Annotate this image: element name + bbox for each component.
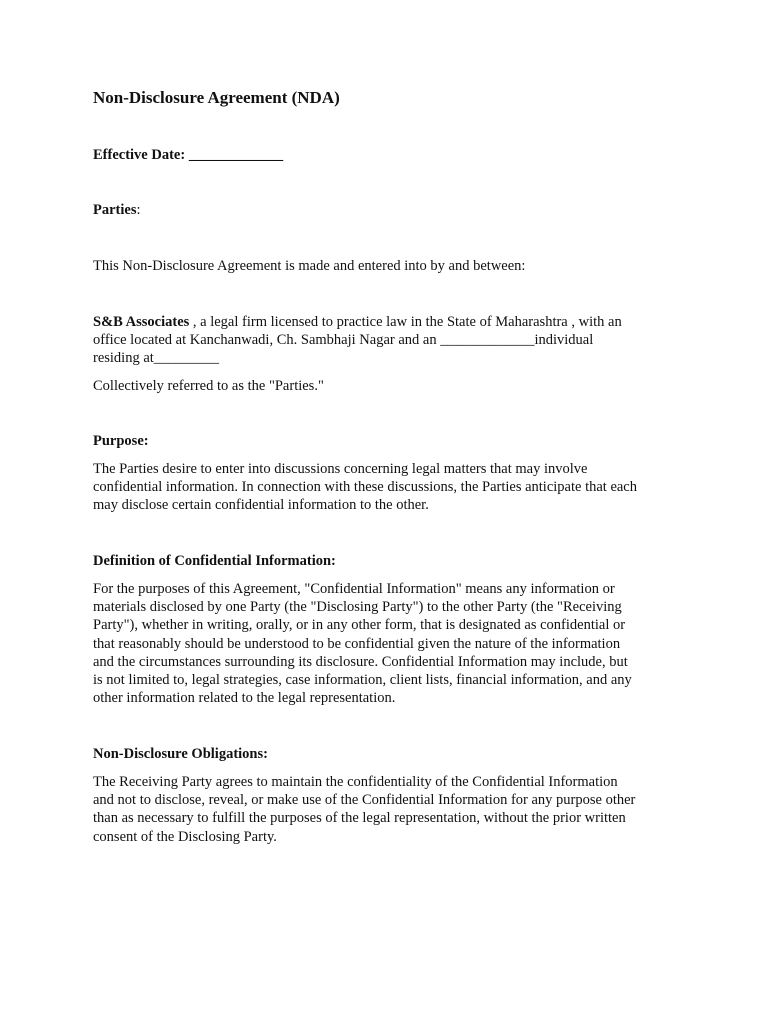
definition-line: other information related to the legal representation. xyxy=(93,690,396,707)
definition-heading: Definition of Confidential Information: xyxy=(93,553,336,569)
obligations-heading: Non-Disclosure Obligations: xyxy=(93,746,268,762)
definition-line: materials disclosed by one Party (the "Disclosing Party") to the other Party (the "Receiving xyxy=(93,599,622,616)
parties-line-3: residing at_________ xyxy=(93,350,220,367)
definition-line: is not limited to, legal strategies, case information, client lists, financial information, and any xyxy=(93,672,632,689)
parties-line-2: office located at Kanchanwadi, Ch. Sambhaji Nagar and an _____________individual xyxy=(93,332,594,349)
definition-line: that reasonably should be understood to be confidential given the nature of the information xyxy=(93,635,621,652)
definition-line: Party"), whether in writing, orally, or in any other form, that is designated as confidential or xyxy=(93,617,626,634)
obligations-paragraph xyxy=(93,773,683,846)
obligations-line: than as necessary to fulfill the purposes of the legal representation, without the prior written xyxy=(93,810,626,827)
purpose-line: The Parties desire to enter into discussions concerning legal matters that may involve xyxy=(93,461,588,477)
definition-paragraph xyxy=(93,580,683,707)
purpose-line: may disclose certain confidential information to the other. xyxy=(93,497,429,514)
party-name: S&B Associates xyxy=(93,314,190,330)
purpose-heading: Purpose: xyxy=(93,433,149,449)
intro-text: This Non-Disclosure Agreement is made and entered into by and between: xyxy=(93,258,526,274)
obligations-line: consent of the Disclosing Party. xyxy=(93,828,277,845)
document-title: Non-Disclosure Agreement (NDA) xyxy=(93,88,340,107)
effective-date-label: Effective Date: xyxy=(93,147,186,163)
definition-line: For the purposes of this Agreement, "Confidential Information" means any information or xyxy=(93,581,615,597)
obligations-line: and not to disclose, reveal, or make use of the Confidential Information for any purpose other xyxy=(93,792,636,809)
parties-heading-line xyxy=(93,201,141,219)
collectively-text: Collectively referred to as the "Parties." xyxy=(93,378,324,394)
purpose-paragraph xyxy=(93,460,683,515)
definition-line: and the circumstances surrounding its disclosure. Confidential Information may include, but xyxy=(93,653,628,670)
parties-heading-colon: : xyxy=(136,202,141,218)
purpose-line: confidential information. In connection with these discussions, the Parties anticipate that each xyxy=(93,479,637,496)
obligations-line: The Receiving Party agrees to maintain the confidentiality of the Confidential Information xyxy=(93,774,618,790)
effective-date-line xyxy=(93,146,283,164)
effective-date-blank: _____________ xyxy=(188,147,284,163)
parties-heading: Parties xyxy=(93,202,137,218)
parties-line-1 xyxy=(93,313,683,331)
parties-paragraph xyxy=(93,313,683,368)
party-line-text: , a legal firm licensed to practice law in the State of Maharashtra , with an xyxy=(189,314,622,330)
